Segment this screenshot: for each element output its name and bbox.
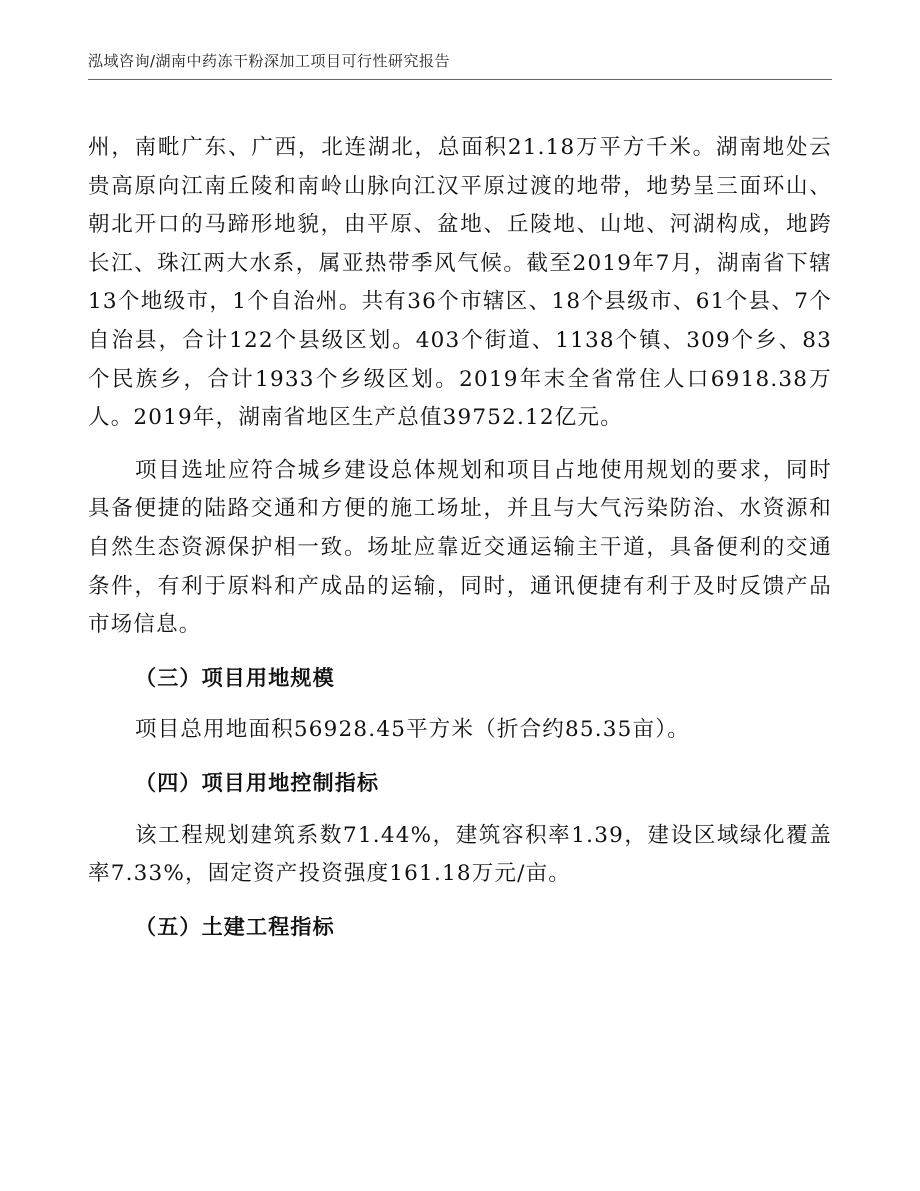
paragraph-hunan-overview: 州，南毗广东、广西，北连湖北，总面积21.18万平方千米。湖南地处云贵高原向江南丘陵和南岭山脉向江汉平原过渡的地带，地势呈三面环山、朝北开口的马蹄形地貌，由平原、盆地、丘陵地、山地、河湖构成，地跨长江、珠江两大水系，属亚热带季风气候。截至2019年7月，湖南省下辖13个地级市，1个自治州。共有36个市辖区、18个县级市、61个县、7个自治县，合计122个县级区划。403个街道、1138个镇、309个乡、83个民族乡，合计1933个乡级区划。2019年末全省常住人口6918.38万人。2019年，湖南省地区生产总值39752.12亿元。 — [88, 135, 832, 431]
document-body — [88, 129, 832, 960]
heading-civil-engineering: （五）土建工程指标 — [135, 914, 335, 939]
heading-land-control: （四）项目用地控制指标 — [135, 770, 380, 795]
header-divider — [88, 79, 832, 80]
page-header: 泓域咨询/湖南中药冻干粉深加工项目可行性研究报告 — [88, 52, 451, 70]
paragraph-site-selection: 项目选址应符合城乡建设总体规划和项目占地使用规划的要求，同时具备便捷的陆路交通和方便的施工场址，并且与大气污染防治、水资源和自然生态资源保护相一致。场址应靠近交通运输主干道，具备便利的交通条件，有利于原料和产成品的运输，同时，通讯便捷有利于及时反馈产品市场信息。 — [88, 457, 832, 638]
paragraph-control-indicators: 该工程规划建筑系数71.44%，建筑容积率1.39，建设区域绿化覆盖率7.33%，固定资产投资强度161.18万元/亩。 — [88, 822, 832, 887]
heading-land-scale: （三）项目用地规模 — [135, 665, 335, 690]
paragraph-land-area: 项目总用地面积56928.45平方米（折合约85.35亩）。 — [135, 717, 690, 743]
